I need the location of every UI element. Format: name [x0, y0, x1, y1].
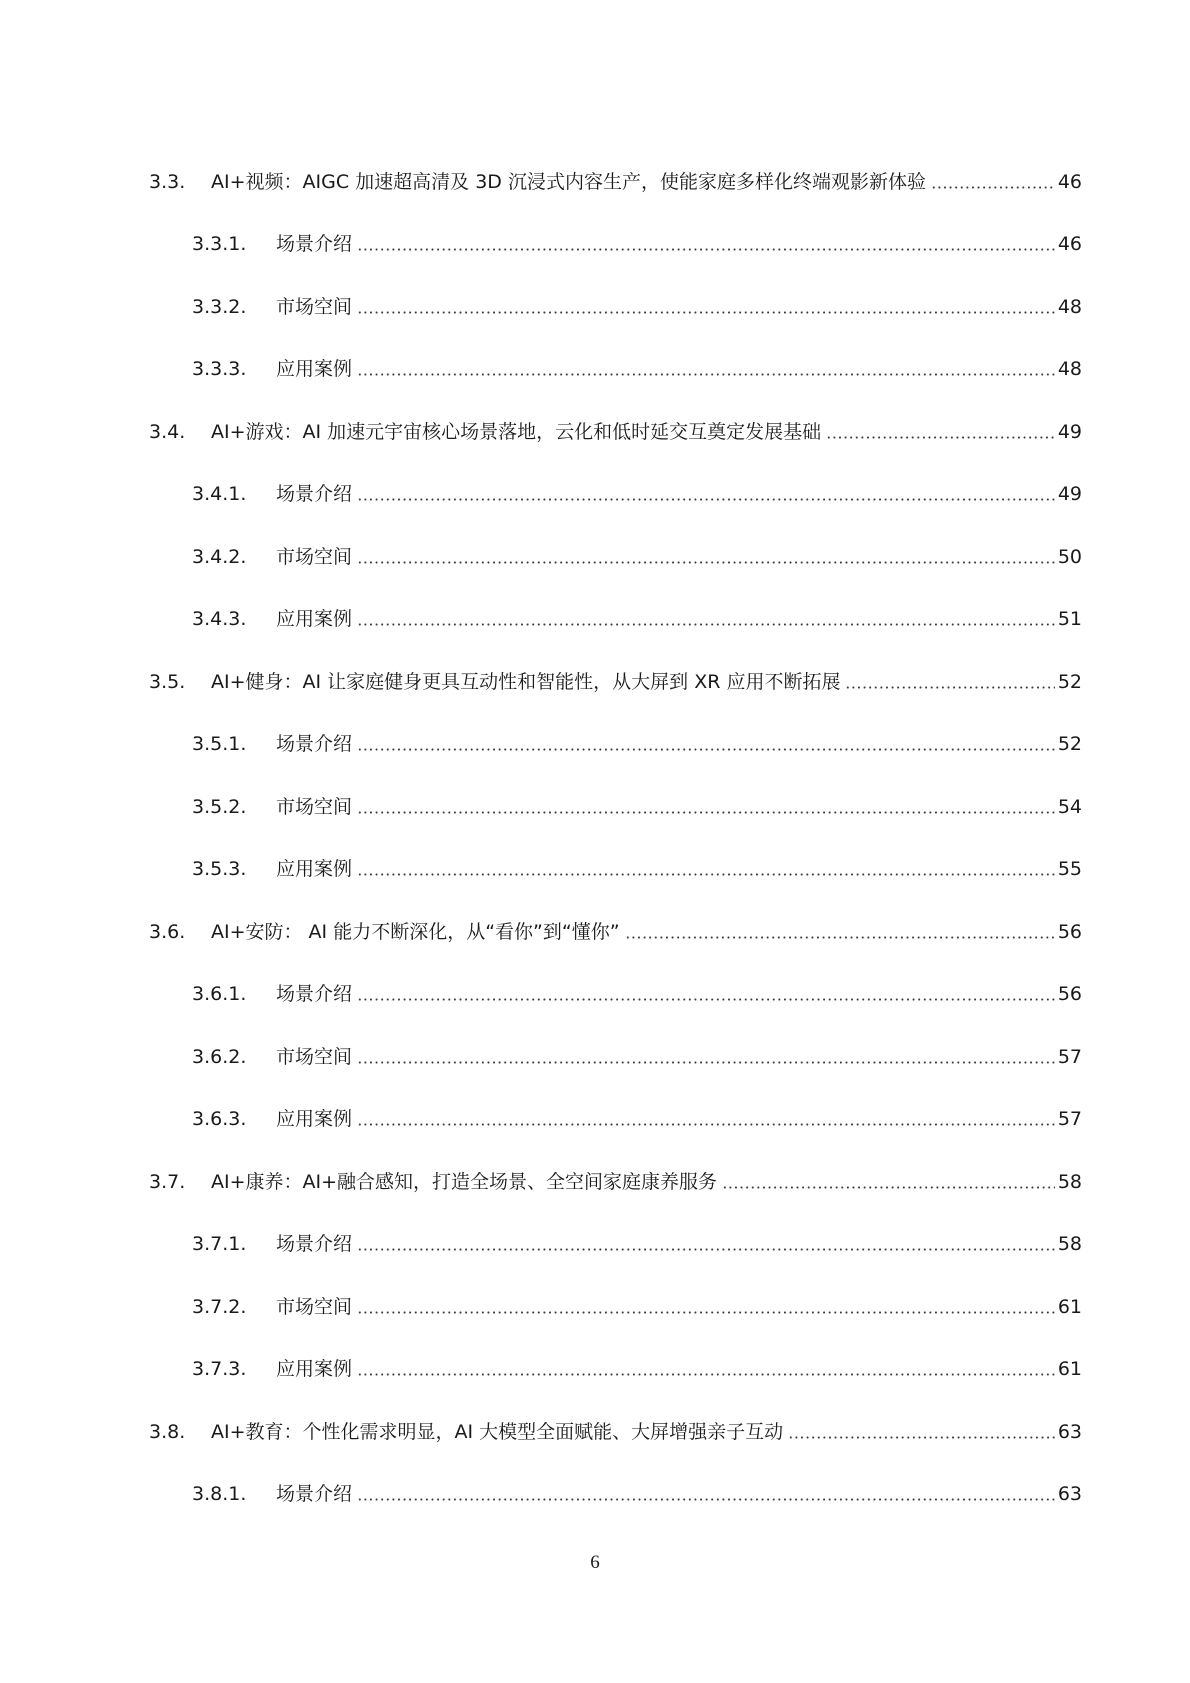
dot-leader: [357, 1292, 1055, 1322]
toc-entry[interactable]: [149, 667, 1082, 697]
toc-entry-number: 3.5.2.: [192, 796, 247, 818]
toc-entry-page: 55: [1057, 858, 1082, 880]
toc-entry-number: 3.7.1.: [192, 1233, 247, 1255]
toc-entry-page: 49: [1057, 421, 1082, 443]
toc-entry-number: 3.6.2.: [192, 1046, 247, 1068]
toc-entry-page: 58: [1057, 1171, 1082, 1193]
toc-entry-title: 应用案例: [276, 1108, 353, 1130]
dot-leader: [357, 1479, 1055, 1509]
toc-entry[interactable]: [149, 417, 1082, 447]
toc-entry-page: 58: [1057, 1233, 1082, 1255]
toc-entry-title: AI+康养：AI+融合感知，打造全场景、全空间家庭康养服务: [211, 1171, 718, 1193]
toc-entry-number: 3.5.: [149, 671, 186, 693]
toc-entry-title: 市场空间: [276, 1046, 353, 1068]
page-number: 6: [590, 1552, 600, 1573]
toc-entry-number: 3.7.3.: [192, 1358, 247, 1380]
toc-entry-page: 51: [1057, 608, 1082, 630]
toc-entry-number: 3.5.3.: [192, 858, 247, 880]
toc-entry-page: 57: [1057, 1108, 1082, 1130]
toc-entry[interactable]: [192, 229, 1082, 259]
toc-entry-page: 54: [1057, 796, 1082, 818]
toc-entry-page: 52: [1057, 671, 1082, 693]
toc-entry-title: 场景介绍: [276, 733, 353, 755]
dot-leader: [826, 417, 1055, 447]
toc-entry-title: AI+安防： AI 能力不断深化，从“看你”到“懂你”: [211, 921, 620, 943]
dot-leader: [788, 1417, 1055, 1447]
toc-entry-number: 3.5.1.: [192, 733, 247, 755]
toc-entry[interactable]: [192, 604, 1082, 634]
toc-entry-number: 3.3.: [149, 171, 186, 193]
toc-entry-number: 3.7.: [149, 1171, 186, 1193]
toc-entry-number: 3.3.1.: [192, 233, 247, 255]
dot-leader: [845, 667, 1054, 697]
toc-entry-title: 市场空间: [276, 296, 353, 318]
toc-entry-title: 应用案例: [276, 608, 353, 630]
toc-entry-number: 3.3.3.: [192, 358, 247, 380]
toc-entry-page: 50: [1057, 546, 1082, 568]
toc-entry-page: 63: [1057, 1483, 1082, 1505]
toc-entry-title: AI+视频：AIGC 加速超高清及 3D 沉浸式内容生产，使能家庭多样化终端观影新体验: [211, 171, 926, 193]
toc-entry-number: 3.6.: [149, 921, 186, 943]
dot-leader: [357, 354, 1055, 384]
dot-leader: [357, 1229, 1055, 1259]
toc-entry-page: 46: [1057, 171, 1082, 193]
dot-leader: [357, 479, 1055, 509]
toc-entry-number: 3.7.2.: [192, 1296, 247, 1318]
toc-entry[interactable]: [192, 1042, 1082, 1072]
dot-leader: [722, 1167, 1055, 1197]
toc-entry-page: 48: [1057, 358, 1082, 380]
toc-entry[interactable]: [192, 479, 1082, 509]
toc-entry-number: 3.8.: [149, 1421, 186, 1443]
dot-leader: [931, 167, 1055, 197]
toc-entry[interactable]: [192, 1229, 1082, 1259]
dot-leader: [357, 604, 1055, 634]
toc-entry-page: 61: [1057, 1358, 1082, 1380]
toc-entry-title: 场景介绍: [276, 1233, 353, 1255]
dot-leader: [357, 292, 1055, 322]
toc-entry-page: 52: [1057, 733, 1082, 755]
toc-entry[interactable]: [149, 917, 1082, 947]
dot-leader: [357, 979, 1055, 1009]
toc-entry-title: 场景介绍: [276, 1483, 353, 1505]
dot-leader: [357, 1104, 1055, 1134]
toc-entry-title: 市场空间: [276, 796, 353, 818]
dot-leader: [357, 854, 1055, 884]
toc-entry-title: 场景介绍: [276, 483, 353, 505]
toc-entry-page: 56: [1057, 983, 1082, 1005]
toc-entry[interactable]: [192, 542, 1082, 572]
toc-entry-page: 63: [1057, 1421, 1082, 1443]
dot-leader: [357, 729, 1055, 759]
toc-entry[interactable]: [192, 292, 1082, 322]
toc-entry[interactable]: [149, 1417, 1082, 1447]
toc-entry-title: 应用案例: [276, 858, 353, 880]
dot-leader: [357, 1042, 1055, 1072]
toc-entry[interactable]: [192, 1479, 1082, 1509]
toc-entry-number: 3.6.3.: [192, 1108, 247, 1130]
toc-entry[interactable]: [192, 1354, 1082, 1384]
toc-entry-title: 场景介绍: [276, 233, 353, 255]
toc-entry[interactable]: [192, 979, 1082, 1009]
dot-leader: [625, 917, 1055, 947]
toc-entry[interactable]: [192, 1292, 1082, 1322]
toc-entry[interactable]: [192, 1104, 1082, 1134]
toc-entry[interactable]: [149, 167, 1082, 197]
toc-entry-title: 应用案例: [276, 358, 353, 380]
toc-entry-title: 场景介绍: [276, 983, 353, 1005]
toc-entry-number: 3.3.2.: [192, 296, 247, 318]
toc-entry[interactable]: [192, 792, 1082, 822]
dot-leader: [357, 1354, 1055, 1384]
toc-entry-number: 3.4.2.: [192, 546, 247, 568]
toc-entry-page: 48: [1057, 296, 1082, 318]
toc-entry-title: 市场空间: [276, 546, 353, 568]
toc-entry-page: 49: [1057, 483, 1082, 505]
toc-entry-title: AI+健身：AI 让家庭健身更具互动性和智能性，从大屏到 XR 应用不断拓展: [211, 671, 841, 693]
toc-entry-page: 57: [1057, 1046, 1082, 1068]
toc-entry-title: 应用案例: [276, 1358, 353, 1380]
toc-entry-number: 3.4.1.: [192, 483, 247, 505]
toc-entry-title: AI+游戏：AI 加速元宇宙核心场景落地，云化和低时延交互奠定发展基础: [211, 421, 822, 443]
dot-leader: [357, 229, 1055, 259]
toc-entry-page: 46: [1057, 233, 1082, 255]
toc-entry-page: 61: [1057, 1296, 1082, 1318]
dot-leader: [357, 792, 1055, 822]
toc-entry[interactable]: [192, 854, 1082, 884]
toc-entry[interactable]: [149, 1167, 1082, 1197]
toc-entry-number: 3.4.: [149, 421, 186, 443]
dot-leader: [357, 542, 1055, 572]
toc-entry-title: 市场空间: [276, 1296, 353, 1318]
toc-entry-title: AI+教育：个性化需求明显，AI 大模型全面赋能、大屏增强亲子互动: [211, 1421, 784, 1443]
toc-entry-number: 3.6.1.: [192, 983, 247, 1005]
toc-entry[interactable]: [192, 729, 1082, 759]
toc-entry-number: 3.4.3.: [192, 608, 247, 630]
toc-entry-page: 56: [1057, 921, 1082, 943]
toc-entry-number: 3.8.1.: [192, 1483, 247, 1505]
toc-entry[interactable]: [192, 354, 1082, 384]
